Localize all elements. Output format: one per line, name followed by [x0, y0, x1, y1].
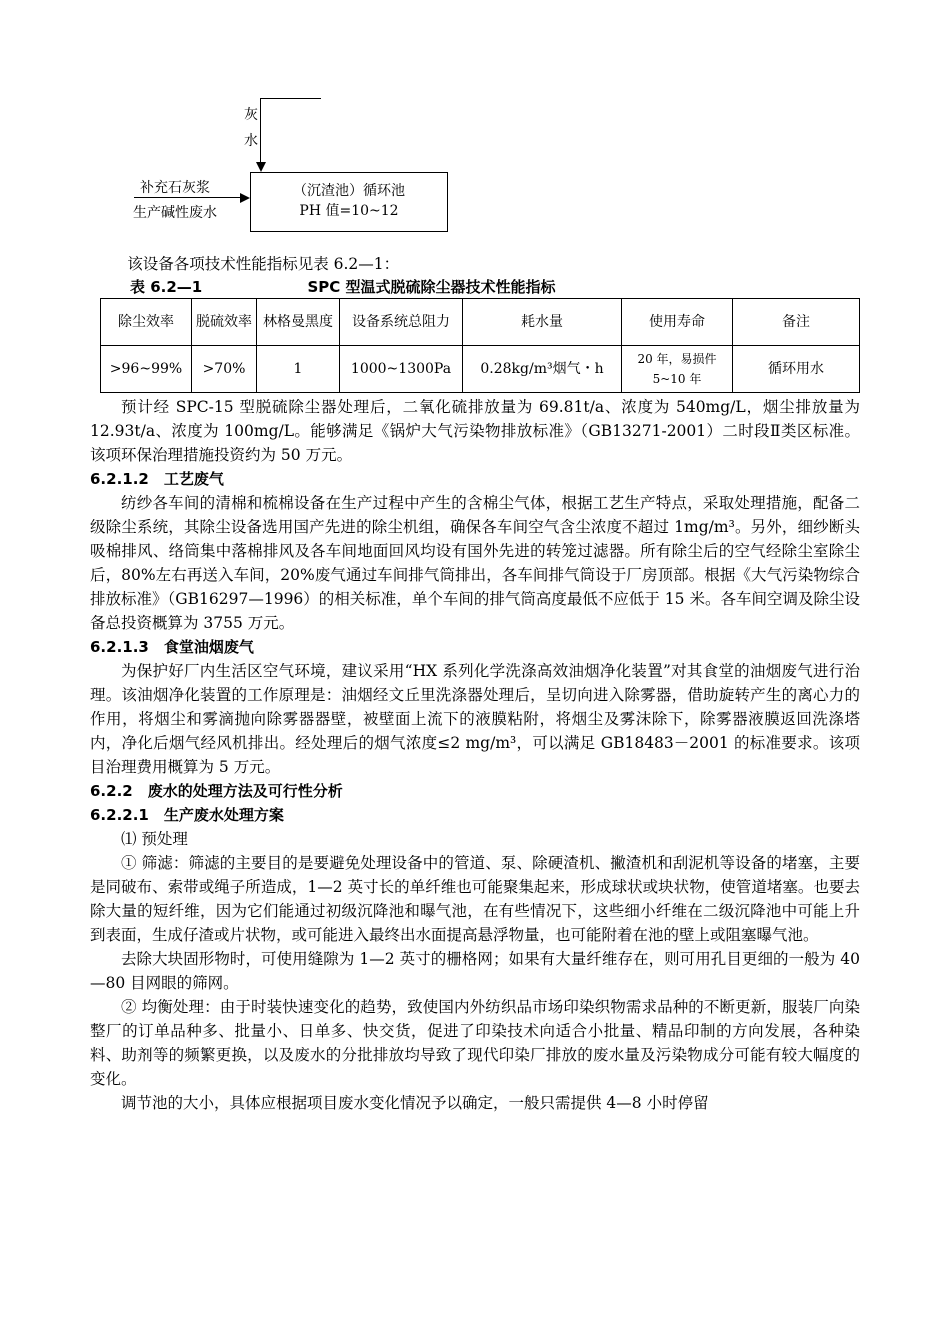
paragraph-equalization: ② 均衡处理：由于时装快速变化的趋势，致使国内外纺织品市场印染织物需求品种的不断更新，服装厂向染整厂的订单品种多、批量小、日单多、快交货，促进了印染技术向适合小批量、精品印制的方向发展，各种染料、助剂等的频繁更换，以及废水的分批排放均导致了现代印染厂排放的废水量及污染物成分可能有较大幅度的变化。	[90, 998, 860, 1088]
box-line-1: （沉渣池）循环池	[293, 183, 405, 199]
paragraph-desulfur-result: 预计经 SPC-15 型脱硫除尘器处理后，二氧化硫排放量为 69.81t/a、浓度为 540mg/L，烟尘排放量为 12.93t/a、浓度为 100mg/L。能够满足《锅炉大气污染物排放标准》（GB13271-2001）二时段Ⅱ类区标准。该项环保治理措施投资约为 50 万元。	[90, 398, 860, 464]
cell-ringelmann: 1	[257, 346, 340, 393]
ash-water-line	[260, 98, 261, 164]
process-diagram	[0, 0, 950, 240]
ash-water-char-2: 水	[244, 133, 258, 149]
subheading-pretreatment: ⑴ 预处理	[121, 830, 188, 848]
heading-6-2-2: 6.2.2 废水的处理方法及可行性分析	[90, 782, 343, 800]
cell-desulfur-efficiency: >70%	[192, 346, 257, 393]
header-resistance: 设备系统总阻力	[340, 299, 463, 346]
intro-text: 该设备各项技术性能指标见表 6.2—1：	[127, 255, 400, 273]
paragraph-canteen-fume: 为保护好厂内生活区空气环境，建议采用“HX 系列化学洗涤高效油烟净化装置”对其食堂的油烟废气进行治理。该油烟净化装置的工作原理是：油烟经文丘里洗涤器处理后，呈切向进入除雾器，借助旋转产生的离心力的作用，将烟尘和雾滴抛向除雾器器壁，被壁面上流下的液膜粘附，将烟尘及雾沫除下，除雾器液膜返回洗涤塔内，净化后烟气经风机排出。经处理后的烟气浓度≤2 mg/m³，可以满足 GB18483－2001 的标准要求。该项目治理费用概算为 5 万元。	[90, 662, 860, 776]
header-water: 耗水量	[463, 299, 622, 346]
circulation-pool-box	[250, 172, 448, 232]
arrow-right-icon	[240, 193, 250, 203]
paragraph-process-gas: 纺纱各车间的清棉和梳棉设备在生产过程中产生的含棉尘气体，根据工艺生产特点，采取处理措施，配备二级除尘系统，其除尘设备选用国产先进的除尘机组，确保各车间空气含尘浓度不超过 1mg/m³。另外，细纱断头吸棉排风、络筒集中落棉排风及各车间地面回风均设有国外先进的转笼过滤器。所有除尘后的空气经除尘室除尘后，80%左右再送入车间，20%废气通过车间排气筒排出，各车间排气筒设于厂房顶部。根据《大气污染物综合排放标准》（GB16297—1996）的相关标准，单个车间的排气筒高度最低不应低于 15 米。各车间空调及除尘设备总投资概算为 3755 万元。	[90, 494, 860, 632]
heading-6-2-1-2: 6.2.1.2 工艺废气	[90, 470, 224, 488]
ash-water-char-1: 灰	[244, 107, 258, 123]
heading-6-2-1-3: 6.2.1.3 食堂油烟废气	[90, 638, 254, 656]
left-label-wastewater: 生产碱性废水	[133, 205, 217, 221]
heading-6-2-2-1: 6.2.2.1 生产废水处理方案	[90, 806, 284, 824]
header-dust-efficiency: 除尘效率	[101, 299, 192, 346]
table-title	[130, 276, 860, 298]
cell-lifetime: 20 年，易损件 5~10 年	[622, 346, 733, 393]
cell-remarks: 循环用水	[733, 346, 860, 393]
header-lifetime: 使用寿命	[622, 299, 733, 346]
table-row	[101, 346, 860, 393]
cell-resistance: 1000~1300Pa	[340, 346, 463, 393]
paragraph-grid: 去除大块固形物时，可使用缝隙为 1—2 英寸的栅格网；如果有大量纤维存在，则可用孔目更细的一般为 40—80 目网眼的筛网。	[90, 950, 860, 992]
header-desulfur-efficiency: 脱硫效率	[192, 299, 257, 346]
table-number: 表 6.2—1	[130, 278, 203, 296]
document-body	[90, 252, 860, 1115]
table-header-row	[101, 299, 860, 346]
header-ringelmann: 林格曼黑度	[257, 299, 340, 346]
table-caption: SPC 型温式脱硫除尘器技术性能指标	[307, 278, 556, 296]
arrow-down-icon	[256, 162, 266, 172]
box-line-2: PH 值=10~12	[299, 203, 399, 219]
cell-dust-efficiency: >96~99%	[101, 346, 192, 393]
input-line	[134, 197, 242, 198]
performance-table	[100, 298, 860, 393]
left-label-lime: 补充石灰浆	[140, 180, 210, 196]
paragraph-screening: ① 筛滤：筛滤的主要目的是要避免处理设备中的管道、泵、除硬渣机、撇渣机和刮泥机等设备的堵塞，主要是同破布、索带或绳子所造成，1—2 英寸长的单纤维也可能聚集起来，形成球状或块状物，使管道堵塞。也要去除大量的短纤维，因为它们能通过初级沉降池和曝气池，在有些情况下，这些细小纤维在二级沉降池中可能上升到表面，生成仔渣或片状物，或可能进入最终出水面提高悬浮物量，也可能附着在池的壁上或阻塞曝气池。	[90, 854, 860, 944]
top-line	[261, 98, 321, 99]
cell-water: 0.28kg/m³烟气・h	[463, 346, 622, 393]
paragraph-regulating-pool: 调节池的大小，具体应根据项目废水变化情况予以确定，一般只需提供 4—8 小时停留	[121, 1094, 709, 1112]
header-remarks: 备注	[733, 299, 860, 346]
